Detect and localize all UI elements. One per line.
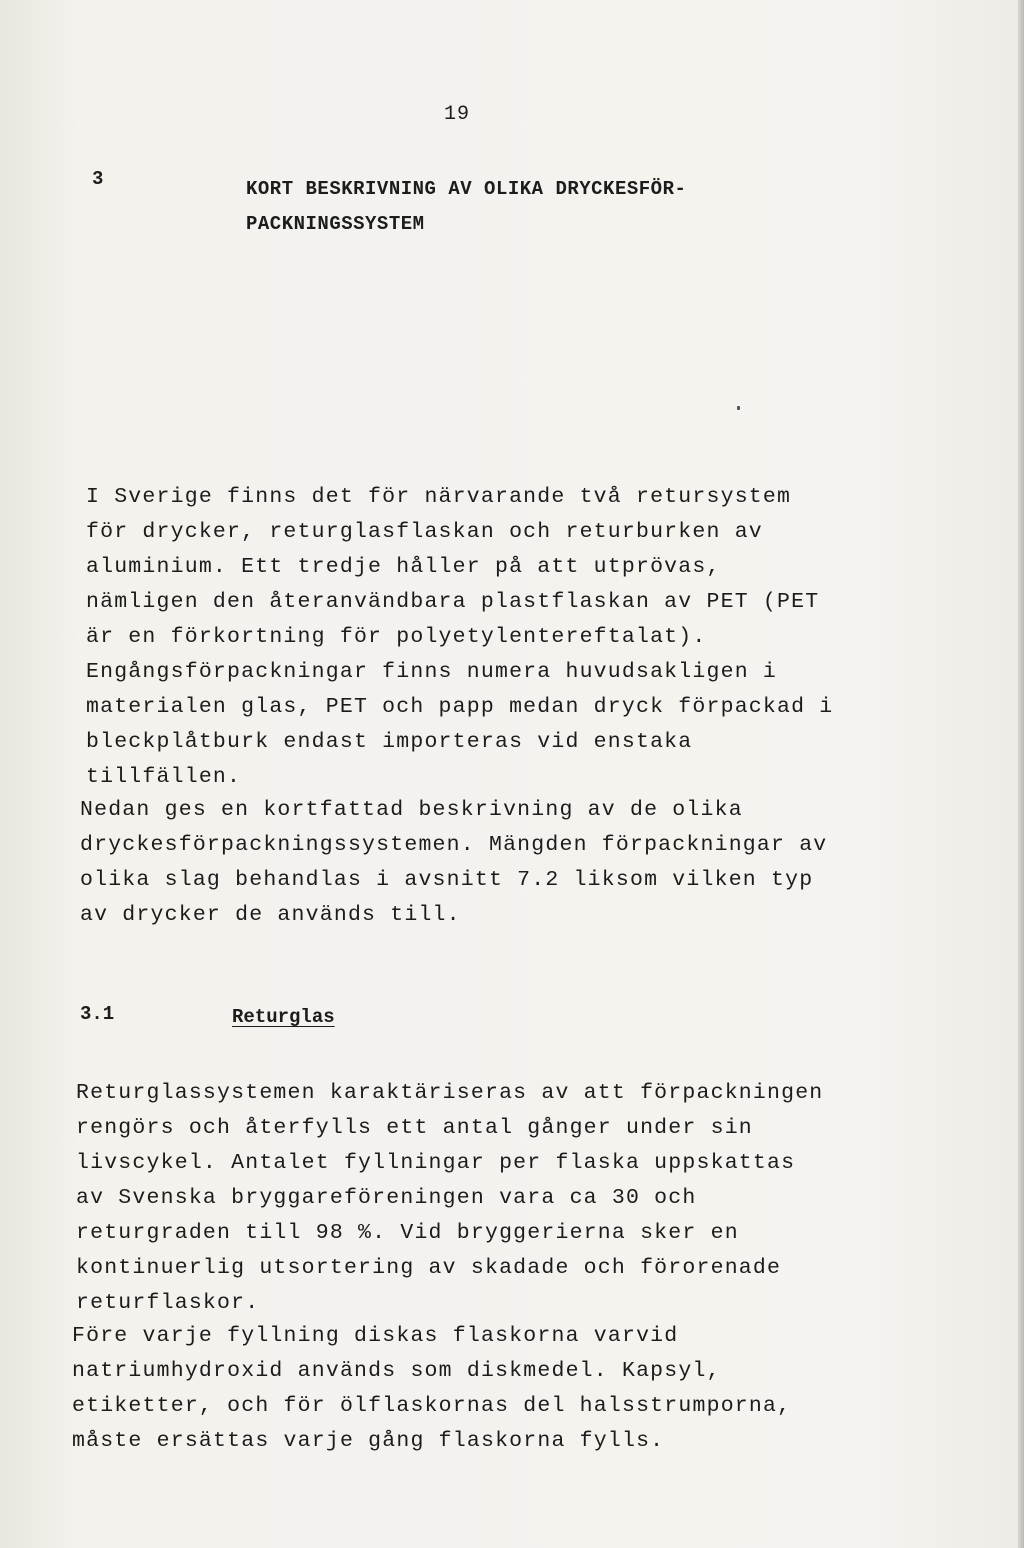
section-number: 3.1 — [80, 1003, 115, 1025]
body-paragraph-1: I Sverige finns det för närvarande två retursystem för drycker, returglasflaskan och returburken av aluminium. Ett tredje håller på att utprövas, nämligen den återanvändbara plastflaskan av PET (PET är en förkortning för polyetylentereftalat). Engångsförpackningar finns numera huvudsakligen i materialen glas, PET och papp medan dryck förpackad i bleckplåtburk endast importeras vid enstaka tillfällen. — [86, 485, 834, 789]
page-number: 19 — [444, 103, 471, 126]
body-paragraph-2: Nedan ges en kortfattad beskrivning av de olika dryckesförpackningssystemen. Mängden förpackningar av olika slag behandlas i avsnitt 7.2 liksom vilken typ av drycker de används till. — [80, 798, 828, 927]
section-paragraph-1: Returglassystemen karaktäriseras av att förpackningen rengörs och återfylls ett antal gånger under sin livscykel. Antalet fyllningar per flaska uppskattas av Svenska bryggareföreningen vara ca 30 och returgraden till 98 %. Vid bryggerierna sker en kontinuerlig utsortering av skadade och förorenade returflaskor. — [76, 1081, 824, 1315]
section-paragraph-2: Före varje fyllning diskas flaskorna varvid natriumhydroxid används som diskmedel. Kapsyl, etiketter, och för ölflaskornas del halsstrumporna, måste ersättas varje gång flaskorna fylls. — [72, 1324, 792, 1453]
page-edge — [1018, 0, 1024, 1548]
scan-speck — [737, 406, 740, 410]
chapter-title: KORT BESKRIVNING AV OLIKA DRYCKESFÖR-PACKNINGSSYSTEM — [246, 178, 687, 235]
section-title: Returglas — [232, 1006, 335, 1028]
chapter-number: 3 — [92, 168, 104, 190]
